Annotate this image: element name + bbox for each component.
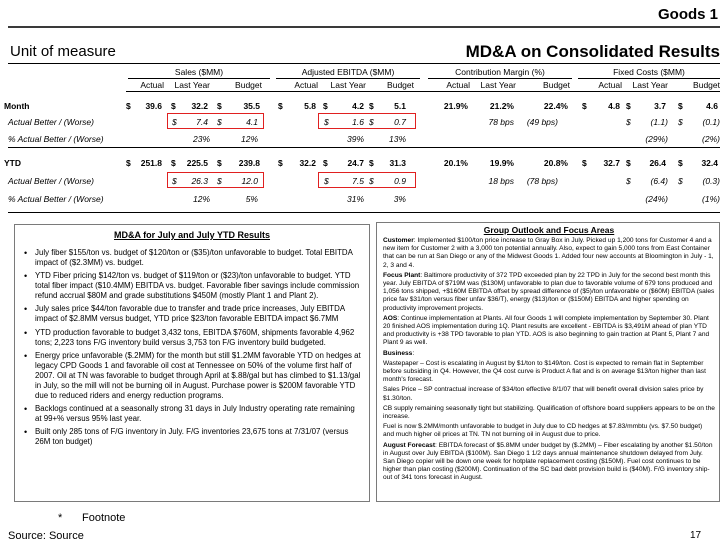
col-header-budget: Budget: [693, 80, 720, 90]
mda-bullet: • July sales price $44/ton favorable due to transfer and trade price increases, July EBITDA impact of $2.8MM versus budget, YTD price $23/ton favorable EBITDA impact $6.7MM: [23, 304, 361, 324]
cell-month-sales-pct-vs-ly: 23%: [192, 134, 210, 144]
cell-month-fixed-last-year: 3.7: [654, 101, 666, 111]
cell-month-sales-vs-budget: 4.1: [246, 117, 258, 127]
column-header-rule: [126, 91, 720, 92]
cell-month-fixed-pct-vs-ly: (29%): [645, 134, 668, 144]
cell-month-margin-vs-ly: 78 bps: [488, 117, 514, 127]
outlook-panel-title: Group Outlook and Focus Areas: [483, 225, 615, 235]
cell-ytd-margin-vs-ly: 18 bps: [488, 176, 514, 186]
cell-ytd-margin-vs-budget: (78 bps): [526, 176, 558, 186]
row-label-month-pct-better-worse: % Actual Better / (Worse): [8, 134, 104, 144]
group-sales-header: Sales ($MM): [174, 67, 224, 77]
outlook-text: : Baltimore productivity of 372 TPD exceeded plan by 22 TPD in July for the second best month this year. July EBITDA of $719M was ($130M) unfavorable to plan due to favorable volume of 679 tons produced and 1,056 tons shipped, +$160M EBITDA offset by spread difference of ($5)/ton unfavorable or ($60M) EBITDA (sales price fav $31/ton versus fiber unfav $36/T), energy ($13)/ton or ($150M) EBITDA and higher spending on productivity improvement projects.: [383, 271, 715, 312]
dollar-sign: $: [626, 176, 631, 186]
dollar-sign: $: [626, 101, 631, 111]
cell-ytd-ebitda-pct-vs-ly: 31%: [346, 194, 364, 204]
mda-panel-title: MD&A for July and July YTD Results: [113, 230, 271, 240]
cell-month-margin-budget: 22.4%: [543, 101, 568, 111]
row-label-month: Month: [4, 101, 30, 111]
cell-month-margin-last-year: 21.2%: [489, 101, 514, 111]
page-id: Goods 1: [657, 6, 718, 23]
mda-bullet: • Built only 285 tons of F/G inventory in July. F/G inventories 23,675 tons at 7/31/07 (versus 26M ton budget): [23, 427, 361, 447]
dollar-sign: $: [278, 158, 283, 168]
outlook-lead: Focus Plant: [383, 271, 421, 279]
group-margin-underline: [428, 78, 572, 79]
cell-month-fixed-vs-ly: (1.1): [650, 117, 668, 127]
outlook-text: Fuel is now $.2MM/month unfavorable to budget in July due to CD hedges at $7.83/mmbtu (vs. $7.50 budget) and much higher oil prices at TN. TN not burning oil in August due to price.: [383, 423, 703, 439]
col-header-actual: Actual: [294, 80, 318, 90]
mda-panel: [14, 224, 370, 502]
cell-month-fixed-budget: 4.6: [706, 101, 718, 111]
top-rule: [8, 26, 720, 28]
dollar-sign: $: [324, 176, 329, 186]
outlook-lead: AOS: [383, 314, 398, 322]
cell-month-ebitda-vs-ly: 1.6: [352, 117, 364, 127]
dollar-sign: $: [323, 101, 328, 111]
cell-ytd-ebitda-vs-ly: 7.5: [352, 176, 364, 186]
dollar-sign: $: [369, 158, 374, 168]
dollar-sign: $: [626, 158, 631, 168]
page-number: 17: [690, 530, 702, 541]
mda-bullet: • July fiber $155/ton vs. budget of $120/ton or ($35)/ton unfavorable to budget. Total EBITDA impact of ($2.3MM) vs. budget.: [23, 248, 361, 268]
footnote: Footnote: [82, 512, 126, 524]
mda-bullet: • YTD production favorable to budget 3,432 tons, EBITDA $760M, shipments favorable 4,962 tons; 2,223 tons F/G inventory build versus 3,753 ton F/G inventory build budgeted.: [23, 328, 361, 348]
cell-ytd-sales-vs-ly: 26.3: [191, 176, 208, 186]
cell-ytd-ebitda-actual: 32.2: [299, 158, 316, 168]
col-header-last-year: Last Year: [632, 80, 668, 90]
cell-ytd-ebitda-last-year: 24.7: [347, 158, 364, 168]
dollar-sign: $: [126, 101, 131, 111]
cell-ytd-fixed-actual: 32.7: [603, 158, 620, 168]
col-header-last-year: Last Year: [480, 80, 516, 90]
cell-month-margin-vs-budget: (49 bps): [526, 117, 558, 127]
dollar-sign: $: [678, 158, 683, 168]
col-header-budget: Budget: [235, 80, 262, 90]
cell-ytd-fixed-budget: 32.4: [701, 158, 718, 168]
dollar-sign: $: [278, 101, 283, 111]
cell-ytd-margin-budget: 20.8%: [543, 158, 568, 168]
cell-ytd-fixed-last-year: 26.4: [649, 158, 666, 168]
outlook-text: Sales Price – SP contractual increase of $34/ton effective 8/1/07 that will benefit overall division sales price by $1.30/ton.: [383, 386, 704, 402]
dollar-sign: $: [323, 158, 328, 168]
outlook-paragraph: [383, 386, 715, 402]
mda-bullet: • Energy price unfavorable ($.2MM) for the month but still $1.2MM favorable YTD on hedges at legacy CPD Goods 1 and favorable oil cost at Tennessee on 50% of the volume first half of 2007. Oil at TN was favorable to budget through April at $.88/gal but has climbed to $1.13/gal in July, so the mill will not be burning oil in August. Purchase power is $200M favorable YTD due to reduced riders and energy reduction programs.: [23, 351, 361, 401]
dollar-sign: $: [217, 158, 222, 168]
dollar-sign: $: [369, 176, 374, 186]
cell-ytd-fixed-vs-ly: (6.4): [650, 176, 668, 186]
dollar-sign: $: [582, 101, 587, 111]
group-ebitda-underline: [276, 78, 420, 79]
dollar-sign: $: [678, 176, 683, 186]
cell-ytd-fixed-vs-budget: (0.3): [702, 176, 720, 186]
group-fixed-costs-header: Fixed Costs ($MM): [613, 67, 685, 77]
mda-bullet: • Backlogs continued at a seasonally strong 31 days in July Industry operating rate remaining at 99+% versus 95% last year.: [23, 404, 361, 424]
col-header-actual: Actual: [446, 80, 470, 90]
cell-month-ebitda-pct-vs-ly: 39%: [346, 134, 364, 144]
outlook-text: : Continue implementation at Plants. All four Goods 1 will complete implementation by September 30. Plant 20 finished AOS implementation during 1Q. Plant results are excellent - EBITDA is $3,491M ahead of plan YTD and productivity is +38 TPD favorable to plan YTD. AOS is also beginning to gain traction at Plant 5, Plant 7 and Plant 9 as well.: [383, 314, 710, 347]
dollar-sign: $: [678, 117, 683, 127]
cell-month-fixed-actual: 4.8: [608, 101, 620, 111]
group-fixed-costs-underline: [578, 78, 720, 79]
dollar-sign: $: [626, 117, 631, 127]
mda-bullet-list: [23, 248, 361, 447]
cell-month-fixed-pct-vs-budget: (2%): [702, 134, 720, 144]
outlook-paragraph: [383, 315, 715, 348]
outlook-panel: [376, 222, 720, 502]
title-rule: [8, 63, 720, 64]
col-header-last-year: Last Year: [174, 80, 210, 90]
dollar-sign: $: [217, 101, 222, 111]
outlook-paragraph: [383, 360, 715, 385]
outlook-text: :: [412, 349, 415, 357]
outlook-paragraph: [383, 442, 715, 483]
group-ebitda-header: Adjusted EBITDA ($MM): [301, 67, 395, 77]
dollar-sign: $: [369, 117, 374, 127]
mda-bullet: • YTD Fiber pricing $142/ton vs. budget of $119/ton or ($23)/ton unfavorable to budget. YTD total fiber impact ($10.4MM) EBITDA vs. budget. Favorable fiber savings include commission refund accrual $80M and grade substitutions $450M (mostly Plant 1 and Plant 2).: [23, 271, 361, 301]
outlook-paragraph: [383, 405, 715, 421]
col-header-actual: Actual: [598, 80, 622, 90]
dollar-sign: $: [126, 158, 131, 168]
footnote-marker: *: [58, 512, 63, 524]
source-note: Source: Source: [8, 530, 84, 542]
group-sales-underline: [128, 78, 270, 79]
cell-ytd-sales-vs-budget: 12.0: [241, 176, 258, 186]
outlook-text: Wastepaper – Cost is escalating in August by $1/ton to $149/ton. Cost is expected to remain flat in September before subsiding in Q4. However, the Q4 cost curve is Product A flat and is on average $13/ton higher than last month's forecast.: [383, 359, 706, 384]
row-label-month-better-worse: Actual Better / (Worse): [8, 117, 94, 127]
cell-month-ebitda-actual: 5.8: [304, 101, 316, 111]
outlook-text: : EBITDA forecast of $5.8MM under budget by ($.2MM) – Fiber escalating by another $1.50/ton in August over July EBITDA ($100M). San Diego 1 1/2 days annual maintenance shutdown delayed from July. San Diego copier will be down one week for hotplate replacement costing ($150M). Fuel cost continues to be higher than plan costing ($200M). Continuation of the SC bad debt provision build is ($40M). F/G inventory ship-out of 341 tons forecast in August.: [383, 441, 713, 482]
col-header-actual: Actual: [140, 80, 164, 90]
cell-month-sales-budget: 35.5: [243, 101, 260, 111]
cell-ytd-sales-pct-vs-budget: 5%: [245, 194, 258, 204]
outlook-paragraph: [383, 237, 715, 270]
cell-month-sales-vs-ly: 7.4: [196, 117, 208, 127]
cell-month-sales-last-year: 32.2: [191, 101, 208, 111]
col-header-last-year: Last Year: [330, 80, 366, 90]
cell-month-ebitda-budget: 5.1: [394, 101, 406, 111]
dollar-sign: $: [582, 158, 587, 168]
unit-of-measure: Unit of measure: [10, 43, 116, 60]
section-divider: [8, 212, 720, 213]
cell-ytd-margin-actual: 20.1%: [443, 158, 468, 168]
cell-ytd-margin-last-year: 19.9%: [489, 158, 514, 168]
outlook-lead: August Forecast: [383, 441, 436, 449]
dollar-sign: $: [171, 101, 176, 111]
col-header-budget: Budget: [543, 80, 570, 90]
row-label-ytd: YTD: [4, 158, 21, 168]
cell-month-ebitda-pct-vs-budget: 13%: [388, 134, 406, 144]
dollar-sign: $: [172, 117, 177, 127]
row-label-ytd-better-worse: Actual Better / (Worse): [8, 176, 94, 186]
cell-ytd-ebitda-budget: 31.3: [389, 158, 406, 168]
row-label-ytd-pct-better-worse: % Actual Better / (Worse): [8, 194, 104, 204]
outlook-paragraph: [383, 423, 715, 439]
col-header-budget: Budget: [387, 80, 414, 90]
outlook-paragraph: [383, 350, 715, 358]
dollar-sign: $: [217, 117, 222, 127]
outlook-lead: Customer: [383, 237, 414, 244]
dollar-sign: $: [217, 176, 222, 186]
dollar-sign: $: [172, 176, 177, 186]
outlook-text: : Implemented $100/ton price increase to Gray Box in July. Picked up 1,200 tons for Customer 4 and a new item for Customer 2 with a 3,000 ton potential annually. Also, expect to gain 5,000 tons from East Container that can be run at San Diego or any of the Midwest Goods 1. Added four new accounts at Bloomington in July - 1, 2, 3 and 4.: [383, 237, 714, 269]
cell-ytd-ebitda-pct-vs-budget: 3%: [393, 194, 406, 204]
cell-ytd-sales-pct-vs-ly: 12%: [192, 194, 210, 204]
page-title: MD&A on Consolidated Results: [465, 42, 720, 61]
dollar-sign: $: [324, 117, 329, 127]
cell-ytd-fixed-pct-vs-budget: (1%): [702, 194, 720, 204]
cell-ytd-fixed-pct-vs-ly: (24%): [645, 194, 668, 204]
cell-month-ebitda-last-year: 4.2: [352, 101, 364, 111]
cell-ytd-sales-budget: 239.8: [238, 158, 260, 168]
cell-month-margin-actual: 21.9%: [443, 101, 468, 111]
cell-month-sales-pct-vs-budget: 12%: [240, 134, 258, 144]
section-divider: [8, 147, 720, 148]
cell-ytd-sales-actual: 251.8: [140, 158, 162, 168]
cell-month-fixed-vs-budget: (0.1): [702, 117, 720, 127]
outlook-lead: Business: [383, 349, 413, 357]
cell-month-sales-actual: 39.6: [145, 101, 162, 111]
dollar-sign: $: [678, 101, 683, 111]
cell-ytd-ebitda-vs-budget: 0.9: [394, 176, 406, 186]
group-margin-header: Contribution Margin (%): [455, 67, 545, 77]
dollar-sign: $: [369, 101, 374, 111]
cell-month-ebitda-vs-budget: 0.7: [394, 117, 406, 127]
outlook-paragraph: [383, 272, 715, 313]
outlook-text: CB supply remaining seasonally tight but stabilizing. Qualification of offshore board suppliers appears to be on the increase.: [383, 404, 715, 421]
cell-ytd-sales-last-year: 225.5: [186, 158, 208, 168]
dollar-sign: $: [171, 158, 176, 168]
